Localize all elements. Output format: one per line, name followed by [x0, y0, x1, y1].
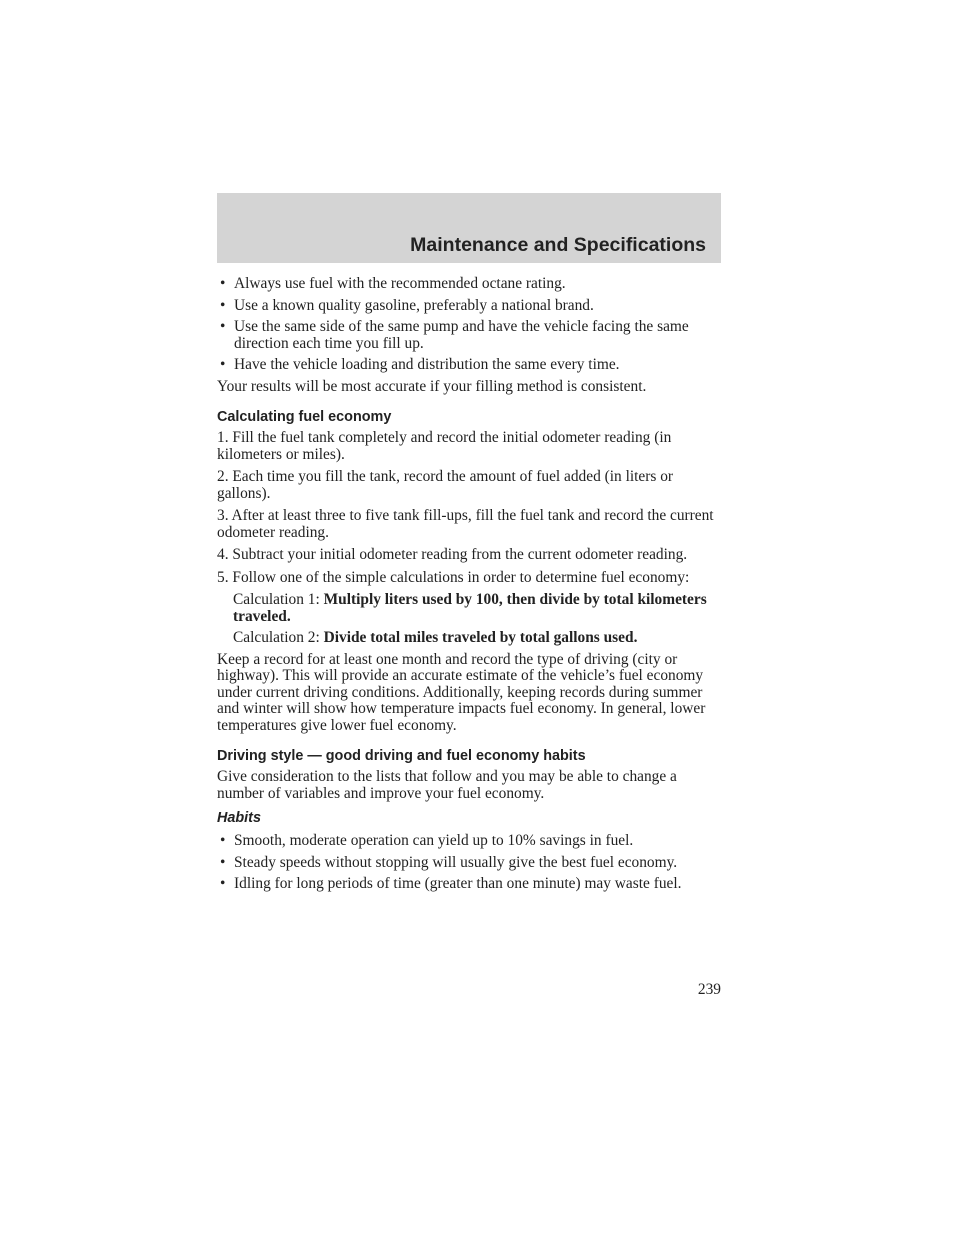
habits-heading: Habits [217, 810, 261, 826]
bullet-icon: • [220, 875, 226, 892]
list-item: • Use a known quality gasoline, preferably a national brand. [220, 296, 594, 314]
list-item: • Always use fuel with the recommended octane rating. [220, 275, 566, 292]
driving-style-heading: Driving style — good driving and fuel economy habits [217, 748, 586, 764]
list-item: • Idling for long periods of time (greater than one minute) may waste fuel. [220, 875, 682, 892]
bullet-icon: • [220, 275, 226, 292]
step-4: 4. Subtract your initial odometer reading from the current odometer reading. [217, 546, 688, 563]
section-title: Maintenance and Specifications [410, 234, 706, 256]
step-3: 3. After at least three to five tank fill-ups, fill the fuel tank and record the current odometer reading. [217, 507, 714, 541]
driving-style-intro: Give consideration to the lists that follow and you may be able to change a number of variables and improve your fuel economy. [217, 768, 677, 802]
step-1: 1. Fill the fuel tank completely and record the initial odometer reading (in kilometers or miles). [217, 429, 672, 463]
bullet-icon: • [220, 356, 226, 373]
bullet-icon: • [220, 318, 226, 335]
record-note: Keep a record for at least one month and record the type of driving (city or highway). This will provide an accurate estimate of the vehicle’s fuel economy under current driving conditions. Additionally, keeping records during summer and winter will show how temperature impacts fuel economy. In general, lower temperatures give lower fuel economy. [217, 650, 706, 734]
bullet-icon: • [220, 832, 226, 849]
step-5: 5. Follow one of the simple calculations in order to determine fuel economy: [217, 568, 690, 586]
page-body [217, 276, 721, 898]
step-2: 2. Each time you fill the tank, record the amount of fuel added (in liters or gallons). [217, 468, 674, 502]
page-number: 239 [697, 981, 721, 998]
list-item: • Smooth, moderate operation can yield up to 10% savings in fuel. [220, 832, 634, 849]
calculation-1: Calculation 1: Multiply liters used by 100, then divide by total kilometers traveled. [233, 591, 707, 625]
calculating-heading: Calculating fuel economy [217, 409, 392, 425]
list-item: • Have the vehicle loading and distribution the same every time. [220, 356, 620, 373]
bullet-icon: • [220, 296, 226, 314]
calculation-2: Calculation 2: Divide total miles traveled by total gallons used. [233, 629, 638, 646]
section-header-bar [217, 193, 721, 263]
bullet-icon: • [220, 853, 226, 871]
list-item: • Use the same side of the same pump and have the vehicle facing the same direction each time you fill up. [220, 318, 689, 352]
results-note: Your results will be most accurate if your filling method is consistent. [217, 377, 647, 395]
list-item: • Steady speeds without stopping will usually give the best fuel economy. [220, 853, 678, 871]
